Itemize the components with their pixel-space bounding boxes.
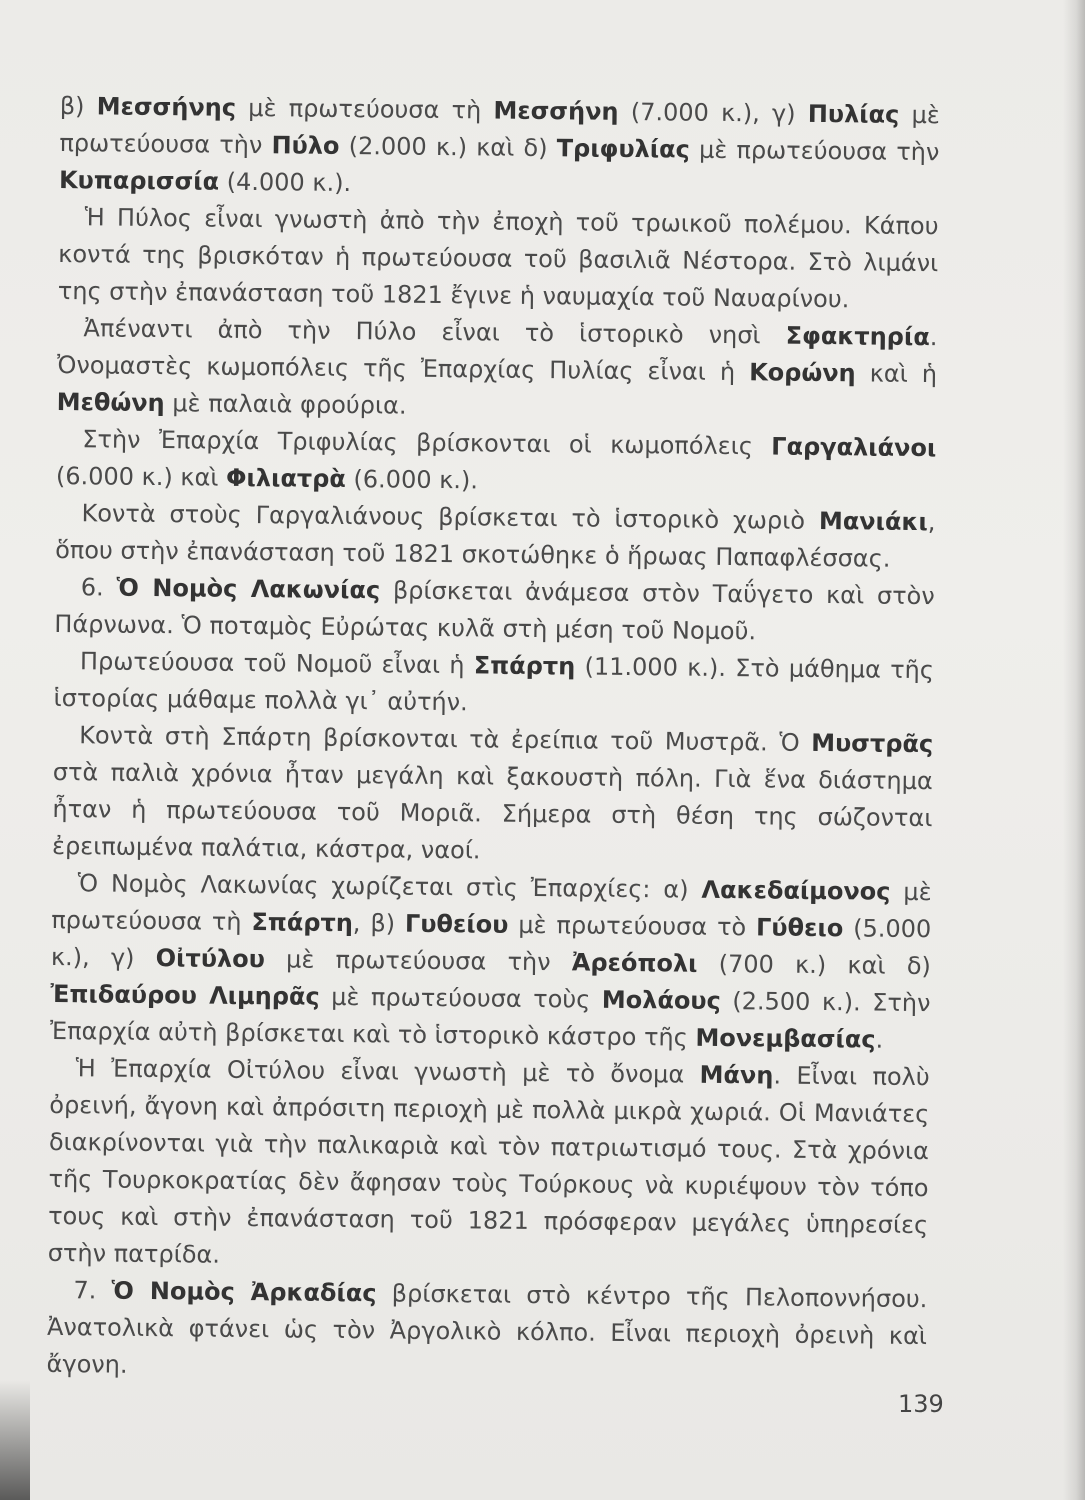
- text-run: 6.: [80, 573, 117, 602]
- text-run: Ἡ Ἐπαρχία Οἰτύλου εἶναι γνωστὴ μὲ τὸ ὄνομα: [75, 1054, 700, 1089]
- text-run: Στὴν Ἐπαρχία Τριφυλίας βρίσκονται οἱ κωμοπόλεις: [82, 425, 772, 461]
- body-text: [46, 88, 940, 1392]
- text-run: στὰ παλιὰ χρόνια ἦταν μεγάλη καὶ ξακουστὴ πόλη. Γιὰ ἕνα διάστημα ἦταν ἡ πρωτεύουσα τοῦ Μοριᾶ. Σήμερα στὴ θέση της σώζονται ἐρειπωμένα παλάτια, κάστρα, ναοί.: [51, 757, 933, 865]
- text-run: (6.000 κ.).: [345, 465, 479, 495]
- bold-term: Ἀρεόπολι: [571, 948, 698, 978]
- text-run: , β): [352, 909, 406, 938]
- text-run: μὲ πρωτεύουσα τὴν: [689, 135, 940, 167]
- bold-term: Τριφυλίας: [556, 134, 691, 164]
- bold-term: Ἐπιδαύρου Λιμηρᾶς: [50, 979, 320, 1011]
- bold-term: Γαργαλιάνοι: [771, 432, 937, 463]
- page-binding-shadow: [1063, 0, 1085, 1500]
- text-run: 7.: [73, 1276, 112, 1305]
- bold-term: Μονεμβασίας: [695, 1023, 876, 1054]
- paragraph: [56, 421, 937, 504]
- text-run: (5.000 κ.), γ): [50, 914, 932, 973]
- text-run: .: [875, 1025, 884, 1054]
- bold-term: Μεσσήνης: [96, 92, 237, 122]
- text-run: Ὁ Νομὸς Λακωνίας χωρίζεται στὶς Ἐπαρχίες: α): [77, 869, 702, 904]
- bold-term: Οἰτύλου: [155, 944, 266, 974]
- text-run: (4.000 κ.).: [218, 167, 352, 198]
- text-run: μὲ πρωτεύουσα τὴ: [51, 877, 932, 937]
- bold-term: Μανιάκι: [818, 506, 929, 537]
- paragraph: [52, 717, 934, 874]
- paragraph: [58, 199, 939, 319]
- bold-term: Σπάρτη: [251, 908, 354, 938]
- bold-term: Γυθείου: [404, 909, 509, 939]
- bold-term: Ὁ Νομὸς Ἀρκαδίας: [111, 1276, 377, 1308]
- bold-term: Γύθειο: [755, 913, 844, 943]
- bold-term: Ὁ Νομὸς Λακωνίας: [116, 573, 381, 605]
- text-run: , ὅπου στὴν ἐπανάσταση τοῦ 1821 σκοτώθηκε ὁ ἥρωας Παπαφλέσσας.: [55, 508, 936, 573]
- paragraph: [46, 1272, 927, 1392]
- page-corner-shadow: [0, 1380, 30, 1500]
- text-run: μὲ πρωτεύουσα τὴν: [264, 945, 572, 977]
- page-number: 139: [898, 1390, 944, 1418]
- text-run: (6.000 κ.) καὶ: [55, 461, 227, 492]
- paragraph: [48, 1050, 930, 1281]
- bold-term: Λακεδαίμονος: [701, 875, 891, 906]
- text-run: (7.000 κ.), γ): [618, 97, 808, 128]
- text-run: Πρωτεύουσα τοῦ Νομοῦ εἶναι ἡ: [79, 647, 474, 680]
- bold-term: Μεσσήνη: [493, 96, 619, 126]
- paragraph: [50, 865, 932, 1059]
- bold-term: Πυλίας: [807, 99, 900, 129]
- text-run: μὲ πρωτεύουσα τὴν: [59, 100, 940, 160]
- text-run: μὲ πρωτεύουσα τοὺς: [319, 982, 603, 1014]
- paragraph: [54, 569, 935, 652]
- paragraph: [57, 310, 938, 430]
- paragraph: [59, 88, 940, 208]
- text-run: (700 κ.) καὶ δ): [697, 949, 932, 981]
- text-run: Ἀπέναντι ἀπὸ τὴν Πύλο εἶναι τὸ ἱστορικὸ νησὶ: [83, 314, 786, 350]
- text-run: (11.000 κ.). Στὸ μάθημα τῆς ἱστορίας μάθαμε πολλὰ γι᾿ αὐτήν.: [53, 652, 935, 717]
- text-run: καὶ ἡ: [855, 359, 938, 389]
- bold-term: Μυστρᾶς: [811, 728, 934, 759]
- text-run: μὲ πρωτεύουσα τὴ: [235, 93, 494, 125]
- text-run: Ἡ Πύλος εἶναι γνωστὴ ἀπὸ τὴν ἐποχὴ τοῦ τρωικοῦ πολέμου. Κάπου κοντά της βρισκόταν ἡ πρωτεύουσα τοῦ βασιλιᾶ Νέστορα. Στὸ λιμάνι της στὴν ἐπανάσταση τοῦ 1821 ἔγινε ἡ ναυμαχία τοῦ Ναυαρίνου.: [57, 203, 939, 314]
- text-run: βρίσκεται ἀνάμεσα στὸν Ταΰγετο καὶ στὸν Πάρνωνα. Ὁ ποταμὸς Εὐρώτας κυλᾶ στὴ μέση τοῦ Νομοῦ.: [54, 576, 935, 646]
- bold-term: Κυπαρισσία: [58, 165, 220, 196]
- text-run: βρίσκεται στὸ κέντρο τῆς Πελοποννήσου. Ἀνατολικὰ φτάνει ὡς τὸν Ἀργολικὸ κόλπο. Εἶναι περιοχὴ ὀρεινὴ καὶ ἄγονη.: [46, 1279, 928, 1379]
- text-run: Κοντὰ στὴ Σπάρτη βρίσκονται τὰ ἐρείπια τοῦ Μυστρᾶ. Ὁ: [79, 721, 812, 757]
- text-run: β): [59, 91, 97, 121]
- paragraph: [55, 495, 936, 578]
- bold-term: Μεθώνη: [56, 387, 165, 418]
- paragraph: [53, 643, 934, 726]
- bold-term: Σπάρτη: [473, 651, 576, 681]
- text-run: μὲ παλαιὰ φρούρια.: [164, 389, 407, 420]
- bold-term: Κορώνη: [749, 358, 856, 388]
- text-run: Κοντὰ στοὺς Γαργαλιάνους βρίσκεται τὸ ἱστορικὸ χωριὸ: [81, 499, 820, 535]
- bold-term: Μολάους: [601, 985, 721, 1015]
- bold-term: Φιλιατρὰ: [225, 463, 347, 494]
- bold-term: Σφακτηρία: [785, 321, 930, 352]
- text-run: . Εἶναι πολὺ ὀρεινή, ἄγονη καὶ ἀπρόσιτη περιοχὴ μὲ πολλὰ μικρὰ χωριά. Οἱ Μανιάτες διακρίνονται γιὰ τὴν παλικαριὰ καὶ τὸν πατριωτισμό τους. Στὰ χρόνια τῆς Τουρκοκρατίας δὲν ἄφησαν τοὺς Τούρκους νὰ κυριέψουν τὸν τόπο τους καὶ στὴν ἐπανάσταση τοῦ 1821 πρόσφεραν μεγάλες ὑπηρεσίες στὴν πατρίδα.: [47, 1061, 930, 1269]
- bold-term: Μάνη: [699, 1060, 774, 1090]
- text-run: . Ὀνομαστὲς κωμοπόλεις τῆς Ἐπαρχίας Πυλίας εἶναι ἡ: [56, 323, 938, 387]
- bold-term: Πύλο: [271, 131, 340, 160]
- text-run: (2.500 κ.). Στὴν Ἐπαρχία αὐτὴ βρίσκεται καὶ τὸ ἱστορικὸ κάστρο τῆς: [49, 986, 931, 1052]
- text-run: μὲ πρωτεύουσα τὸ: [508, 910, 757, 942]
- text-run: (2.000 κ.) καὶ δ): [339, 131, 557, 163]
